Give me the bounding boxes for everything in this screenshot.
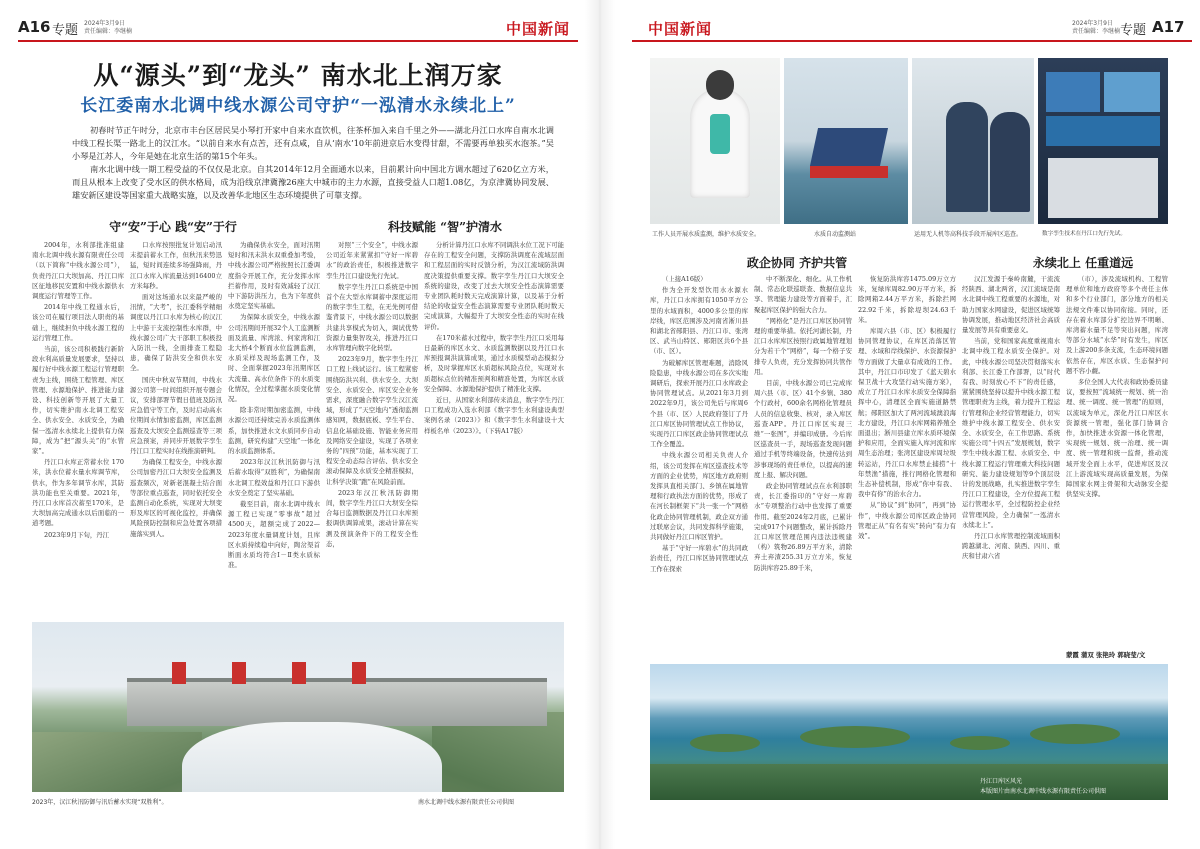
paragraph: 截至目前，南水北调中线水源工程已实现“零事故”超过4500天，超额完成了2022—2023年度水量调度计划，且库区水质持续稳中向好，陶岔渠首断面水质均符合Ⅰ－Ⅱ类水质标准。 [228, 500, 320, 570]
section-heading: 永续北上 任重道远 [1032, 256, 1134, 270]
photo-caption: 数字孪生技术在丹江口先行先试。 [1042, 231, 1126, 237]
island [800, 726, 910, 748]
editor: 责任编辑：李继楠 [84, 28, 133, 35]
paragraph: （上接A16版） [662, 275, 707, 283]
photo-caption: 工作人员开展水质监测，维护水质安全。 [652, 231, 761, 238]
editor: 责任编辑：李继楠 [1072, 28, 1121, 35]
island [1030, 724, 1120, 744]
person [946, 102, 988, 212]
article-column [754, 274, 852, 660]
lab-photo [650, 58, 780, 224]
brand-logo: 中国新闻 [648, 20, 713, 38]
paragraph: “网格化”是丹江口库区协同管理的重要举措。依托河湖长制，丹江口水库库区按照行政属地管理划分为若干个“网格”，每一个格子安排专人负责，充分发挥协同共管作用。 [754, 316, 852, 376]
issue-date: 2024年3月9日 [1072, 20, 1113, 27]
author-credit: 蒙霞 蒲双 张艳玲 郭晓莹/文 [1066, 651, 1146, 659]
paragraph: 当前，党和国家高度重视南水北调中线工程水质安全保护。对此，中线水源公司坚决贯彻落实水利部、长江委工作部署，以“时代有我、时刻放心不下”的责任感，紧紧围绕坚持以提升中线水源工程管理职责为主线，着力提升工程运行管理和企业经营管理能力，切实维护中线水源工程安全、供水安全、水质安全，在工作思路、系统实施公司“十四五”发展规划，数字孪生中线水源工程、水质安全、中线水源工程运行管理重大科技问题研究、能力建设规划等9个顶层设计的发展战略，扎实推进数字孪生丹江口工程建设，全方位提高工程运行管理水平，全过程防控企业经营管理风险，全力确保“一泓清水永续北上”。 [962, 337, 1060, 529]
issue-date: 2024年3月9日 [84, 20, 125, 27]
photo-credit: 南水北调中线水源有限责任公司供图 [418, 799, 515, 806]
paragraph: 作为全开发型饮用水水源水库，丹江口水库拥有1050平方公里的水域面积，4000多公里的库岸线，库区范围涉及河南省淅川县和湖北省郧阳县、丹江口市、张湾区、武当山特区、郧阳区共6个县（市、区）。 [650, 286, 748, 356]
paragraph: 丹江口水库管理控制流域面积跨越湖北、河南、陕西、四川、重庆和甘肃六省 [962, 532, 1060, 561]
paragraph: 为破解库区管理难题，消除风险隐患，中线水源公司在多次实地调研后，探索开展丹江口水库政企协同管理试点。从2021年3月到2022年9月，该公司先后与库周6个县（市、区）人民政府签订了丹江口库区协同管理试点工作协议，实现丹江口库区政企协同管理试点工作全覆盖。 [650, 358, 748, 449]
buoy-platform [810, 166, 888, 178]
island [950, 736, 1010, 750]
island [690, 734, 760, 752]
dam-photo [32, 622, 564, 792]
section-heading: 政企协同 齐护共管 [746, 256, 848, 270]
digital-twin-photo [1038, 58, 1168, 224]
paragraph: 面对这场通水以来最严峻的汛情，“大考”，长江委科学精细调度以丹江口水库为核心的汉江上中游干支流控制性水库群，中线水源公司广大干部职工积极投入防汛一线，全面排查工程隐患，确保了防洪安全和供水安全。 [130, 293, 222, 373]
paragraph: 中不断深化、细化。从工作机制、常态化联巡联查、数据信息共享、管理能力建设等方面着手，汇聚起库区保护的强大合力。 [754, 275, 852, 314]
paragraph: 基于“守好一库碧水”的共同政治责任，丹江口库区协同管理试点工作在探索 [650, 544, 748, 573]
paragraph: 为确保工程安全，中线水源公司加密丹江口大坝安全监测及巡查频次，对新老混凝土结合面等部位重点巡查，同时依托安全监测自动化系统，实现对大坝变形及库区的可视化监控，并确保风险预防控制和应急处置各项措施落实到人。 [130, 458, 222, 538]
page-number: A16 [18, 18, 51, 36]
article-column [1066, 274, 1168, 648]
lead-paragraphs [72, 124, 554, 202]
paragraph: 多位全国人大代表和政协委员建议，要按照“流域统一规划、统一治理、统一调度、统一管理”的原则，以流域为单元，深化丹江口库区水资源统一管理，强化部门协调合作，加快推进水资源一体化管理，实现统一规划、统一治理、统一调度、统一管理和统一监督，推动流域开发全面上水平，促进库区及汉江上游流域实现高质量发展，为保障国家水网主骨架和大动脉安全提供坚实支撑。 [1066, 378, 1168, 499]
article-column [32, 240, 124, 622]
screen [1104, 72, 1160, 112]
photo-caption: 2023年，汉江秋汛防御与汛后蓄水实现“双胜利”。 [32, 799, 168, 806]
article-column [858, 274, 956, 660]
paragraph: 为确保供水安全，面对汛期短时和汛末洪水双重叠加考验，中线水源公司严格按照长江委调度指令开展工作，充分发挥水库拦蓄作用，及时有效减轻了汉江中下游防洪压力，也为下年度供水奠定坚实基础。 [228, 241, 320, 311]
article-column [228, 240, 320, 622]
sample-flask [710, 114, 730, 154]
article-column [130, 240, 222, 622]
paragraph: 对照“三个安全”，中线水源公司近年来紧紧扣“守好一库碧水”的政治责任，积极推进数字孪生丹江口建设先行先试。 [326, 241, 418, 280]
page-number: A17 [1152, 18, 1185, 36]
dam-gantry [352, 662, 366, 684]
photo-riverbank [32, 732, 202, 792]
paragraph: （市），涉及流域机构、工程管理单位和地方政府等多个责任主体和多个行业部门，部分地方的相关法规文件难以协同衔接。同时，还存在着水库部分扩控边界不明晰、库湾蓄水量不足等突出问题，库湾等部分水域“水华”时有发生，库区及上游200多条支流，生态环境问题依然存在，库区水质、生态保护问题不容小觑。 [1066, 275, 1168, 375]
paragraph: 2023年9月，数字孪生丹江口工程上线试运行。该工程紧密围绕防洪兴利、供水安全、大坝安全、水质安全、库区安全业务需求，深度融合数字孪生汉江流域，形成了“天空地内”透彻监测感知网，数据底板、孪生平台、信息化基础设施、智能业务应用及网络安全建设，实现了各项业务的“四预”功能，基本实现了工程安全动态综合评估、供水安全滚动保障及水质安全精准模拟，让科学决策“跑”在风险前面。 [326, 355, 418, 486]
paragraph: 政企协同管理试点在水利部职责，长江委指印的“守好一库碧水”专项整治行动中也发挥了重要作用。截至2024年2月底，已累计完成917个问题整改，累计拆除丹江口库区管理范围内违法违规建（构）筑物26.89万平方米，清除弃土弃渣255.31万立方米，恢复防洪库容25.89千米， [754, 482, 852, 572]
right-page [632, 0, 1192, 849]
paragraph: 2023年汉江秋汛防御与汛后蓄水取得“双胜利”，为确保南水北调工程效益和丹江口下游供水安全奠定了坚实基础。 [228, 458, 320, 497]
paragraph: 为保障水质安全，中线水源公司汛期间开展32个人工监测断面及流量、库湾浓、何家湾和江北大桥4个断面水位监测监测，水质采样及现场监测工作，及时、全面掌握2023年汛期库区大流量、高水位条件下的水质变化情况，全过程掌握水质变化情况。 [228, 313, 320, 404]
left-page [18, 0, 578, 849]
person-head [706, 70, 734, 100]
paragraph: 丹江口水库正常蓄水位 170米，洪水位蓄水量水库调节库，供水，作为多年调节水库，其防洪功能也至关重要。2021年，丹江口水库首次蓄至170米，是大坝加高完成通水以后面临的一道考题。 [32, 458, 124, 528]
paragraph: 2014年中线工程通水后，该公司在履行项目法人职责的基础上，继续担负中线水源工程的运行管理工作。 [32, 303, 124, 342]
paragraph: 2023年汉江秋汛防御期间，数字孪生丹江口大坝安全综合每日监测数据及丹江口水库预报调供调算成果，滚动计算在实测及预演条件下的工程安全性态， [326, 488, 418, 548]
paragraph: 恢复防洪库容1475.09万立方米，复绿库周82.90万平方米，拆除网箱2.44万平方米，拆除拦网22.92千米，拆除堤坝24.63千米。 [858, 275, 956, 324]
paragraph: 中线水源公司相关负责人介绍，该公司发挥在库区巡查技术等方面的企业优势，库区地方政府则发挥具直相关部门、乡镇在属地管理和行政执法方面的优势，形成了在河长制框架下“共一张一个”网格化政企协同管理机制，政企双方通过联席会议，共同发挥科学施策，共同做好丹江口库区管护。 [650, 451, 748, 542]
paragraph: 当前，该公司积极践行新阶段水利高质量发展要求，坚持以履行好中线水源工程运行管理职责为主线，围绕工程管理、库区管理、水源地保护、推进能力建设、科技创新等开展了大量工作，切实维护南水北调工程安全、供水安全、水质安全，为确保一泓清水永续北上提供有力保障，成为“把”源头关”的“水管家”。 [32, 345, 124, 456]
person [990, 112, 1030, 212]
article-column [962, 274, 1060, 660]
drone-photo [912, 58, 1034, 224]
monitoring-station-photo [784, 58, 908, 224]
article-column [650, 274, 748, 660]
photo-caption: 水质自动监测站 [814, 231, 857, 238]
paragraph: 国庆中秋双节期间，中线水源公司第一时间组织开展专题会议，安排部署节假日值班及防汛应急值守等工作，及时启动高水位期间水情加密监测，库区监测巡查及大坝安全监测巡查等三项应急预案，并同步开展数字孪生丹江口工程实时在线推演研判。 [130, 375, 222, 456]
article-column [326, 240, 418, 622]
page-gutter [585, 0, 615, 849]
header-rule [632, 40, 1192, 42]
paragraph: 目前，中线水源公司已完成库周六县（市、区）41个乡镇、380个行政村，600余名网格化管理员人员的信息收集、核对，录入库区巡查APP。丹江口库区实现三维“一张图”，并编印成册。今后库区巡查员一手，现场巡查发现问题通过手机等终端设备，快速传达到涉事现场的责任单位，以提高的速度上报、解决问题。 [754, 379, 852, 479]
paragraph: 口水库按照批复计划启动汛末提前蓄水工作，但秋汛来势迅猛，短时间连续多场强降雨，丹江口水库入库流量达到16400立方米每秒。 [130, 241, 222, 290]
paragraph: 除非常时期加密监测，中线水源公司还持续完善水质监测体系，加快推进水文水质同步自动监测，研究构建“天空地”一体化的水质监测体系。 [228, 406, 320, 456]
brand-logo: 中国新闻 [506, 20, 571, 38]
paragraph: 分析计算丹江口水库不同调洪水位工况下可能存在的工程安全问题，支撑防洪调度在流域层面和工程层面的实时反馈分析，为汉江流域防洪调度决策提供重要支撑。数字孪生丹江口大坝安全系统的建设，改变了过去大坝安全性态演算需要专业团队耗时数天完成演算计算，以及基于分析结论的收益安全性态演算需要专业团队耗时数天完成演算，大幅提升了大坝安全性态的实时在线评价。 [424, 241, 564, 331]
screen [1046, 116, 1160, 146]
paragraph: 2004年，水利部批准组建南水北调中线水源有限责任公司（以下简称“中线水源公司”），负责丹江口大坝加高、丹江口库区征地移民安置和中线水源供水调度运行管理等工作。 [32, 241, 124, 301]
paragraph: 在170米蓄水过程中，数字孪生丹江口采用每日最新的库区水文、水质监测数据以及丹江口水库预报调洪演算成果，通过水质模型动态模拟分析，及时掌握库区水质超标风险点位，实现对水质超标点位的精准预判和精准处置，为库区水质安全保障、水源地保护提供了精准化支撑。 [424, 333, 564, 393]
screen [1046, 72, 1100, 112]
section-label: 专题 [1120, 23, 1147, 38]
header-rule [18, 40, 578, 42]
page-title: 从“源头”到“龙头” 南水北上润万家 [93, 61, 503, 90]
photo-caption: 丹江口库区风光 [980, 778, 1023, 785]
reservoir-photo [650, 664, 1168, 800]
dam-gantry [172, 662, 186, 684]
dam-wall [127, 682, 547, 726]
paragraph: 库周六县（市、区）积极履行协同管理协议，在库区消落区管理、水域和岸线保护、水资源保护等方面做了大量卓有成效的工作。其中，丹江口市印发了《蓝天碧水保卫战十大攻坚行动实施方案》，成立了丹江口水库水质安全保障指挥中心，清理区全面实施道路禁航；郧阳区加大了两河流域澳浪海北方建设，丹江口水库网箱养殖全面退出；淅川县建立库水质环境保护和应用，全面实施入库河流和库周生态治理；张湾区建设库周垃圾转运站，丹江口水库禁止捕捞“十年禁渔”措施，推行网格化管理和生态补偿机制，形成“你中有我、我中有你”的治水合力。 [858, 327, 956, 499]
photo-credit: 本版图片由南水北调中线水源有限责任公司供图 [980, 788, 1107, 795]
spillway-water [182, 722, 442, 792]
section-heading: 科技赋能 “智”护清水 [388, 220, 502, 234]
paragraph: 汉江发源于秦岭南麓，干流流经陕西、湖北两省，汉江流域是南水北调中线工程重要的水源地，对助力国家水网建设，促进区域统筹协调发展，推动地区经济社会高质量发展等具有重要意义。 [962, 275, 1060, 335]
lead-paragraph: 南水北调中线一期工程受益的不仅仅是北京。自其2014年12月全面通水以来，目前累计向中国北方调水超过了620亿立方米，而且从根本上改变了受水区的供水格局，成为沿线京津冀豫26座大中城市的主力水源，直接受益人口超1.08亿，为京津冀协同发展、雄安新区建设等国家重大战略实施，以及改善华北地区生态环境提供了可靠支撑。 [72, 164, 554, 200]
dam-gantry [292, 662, 306, 684]
solar-panel [810, 128, 888, 166]
section-heading: 守“安”于心 践“安”于行 [109, 220, 237, 234]
paragraph: 从“协议”到“协同”，再到“协作”，中线水源公司库区政企协同管理正从“有名有实”转向“有力有效”。 [858, 501, 956, 541]
workstations [1048, 158, 1158, 218]
article-column [424, 240, 564, 622]
paragraph: 近日，从国家水利部传来消息，数字孪生丹江口工程成功入选水利部《数字孪生水利建设典型案例名录（2023）》和《数字孪生水利建设十大样板名单（2023）》。（下转A17版） [424, 396, 564, 435]
section-label: 专题 [52, 23, 79, 38]
lead-paragraph: 初春时节正午时分，北京市丰台区居民吴小琴打开家中自来水直饮机，往茶杯加入来自千里之外——湖北丹江口水库自南水北调中线工程长渠一路北上的汉江水。“以前自来水有点苦，还有点咸，自从‘南水’10年前进京后水变得甘甜，不需要再单独买水泡茶。”吴小琴是江苏人，今年是她在北京生活的第15个年头。 [72, 125, 554, 161]
dam-gantry [232, 662, 246, 684]
paragraph: 数字孪生丹江口系统是中国首个在大型水库调蓄中深度运用的数字孪生工程，在无先例可借鉴背景下，中线水源公司以数据共建共享模式为切入，调试优势资源力量集智攻关，推进丹江口水库管理向数字化转型。 [326, 282, 418, 353]
paragraph: 2023年9月下旬，丹江 [44, 530, 110, 539]
photo-caption: 运用无人机等高科技手段开展库区巡查。 [914, 231, 1023, 238]
page-subtitle: 长江委南水北调中线水源公司守护“一泓清水永续北上” [80, 96, 516, 116]
